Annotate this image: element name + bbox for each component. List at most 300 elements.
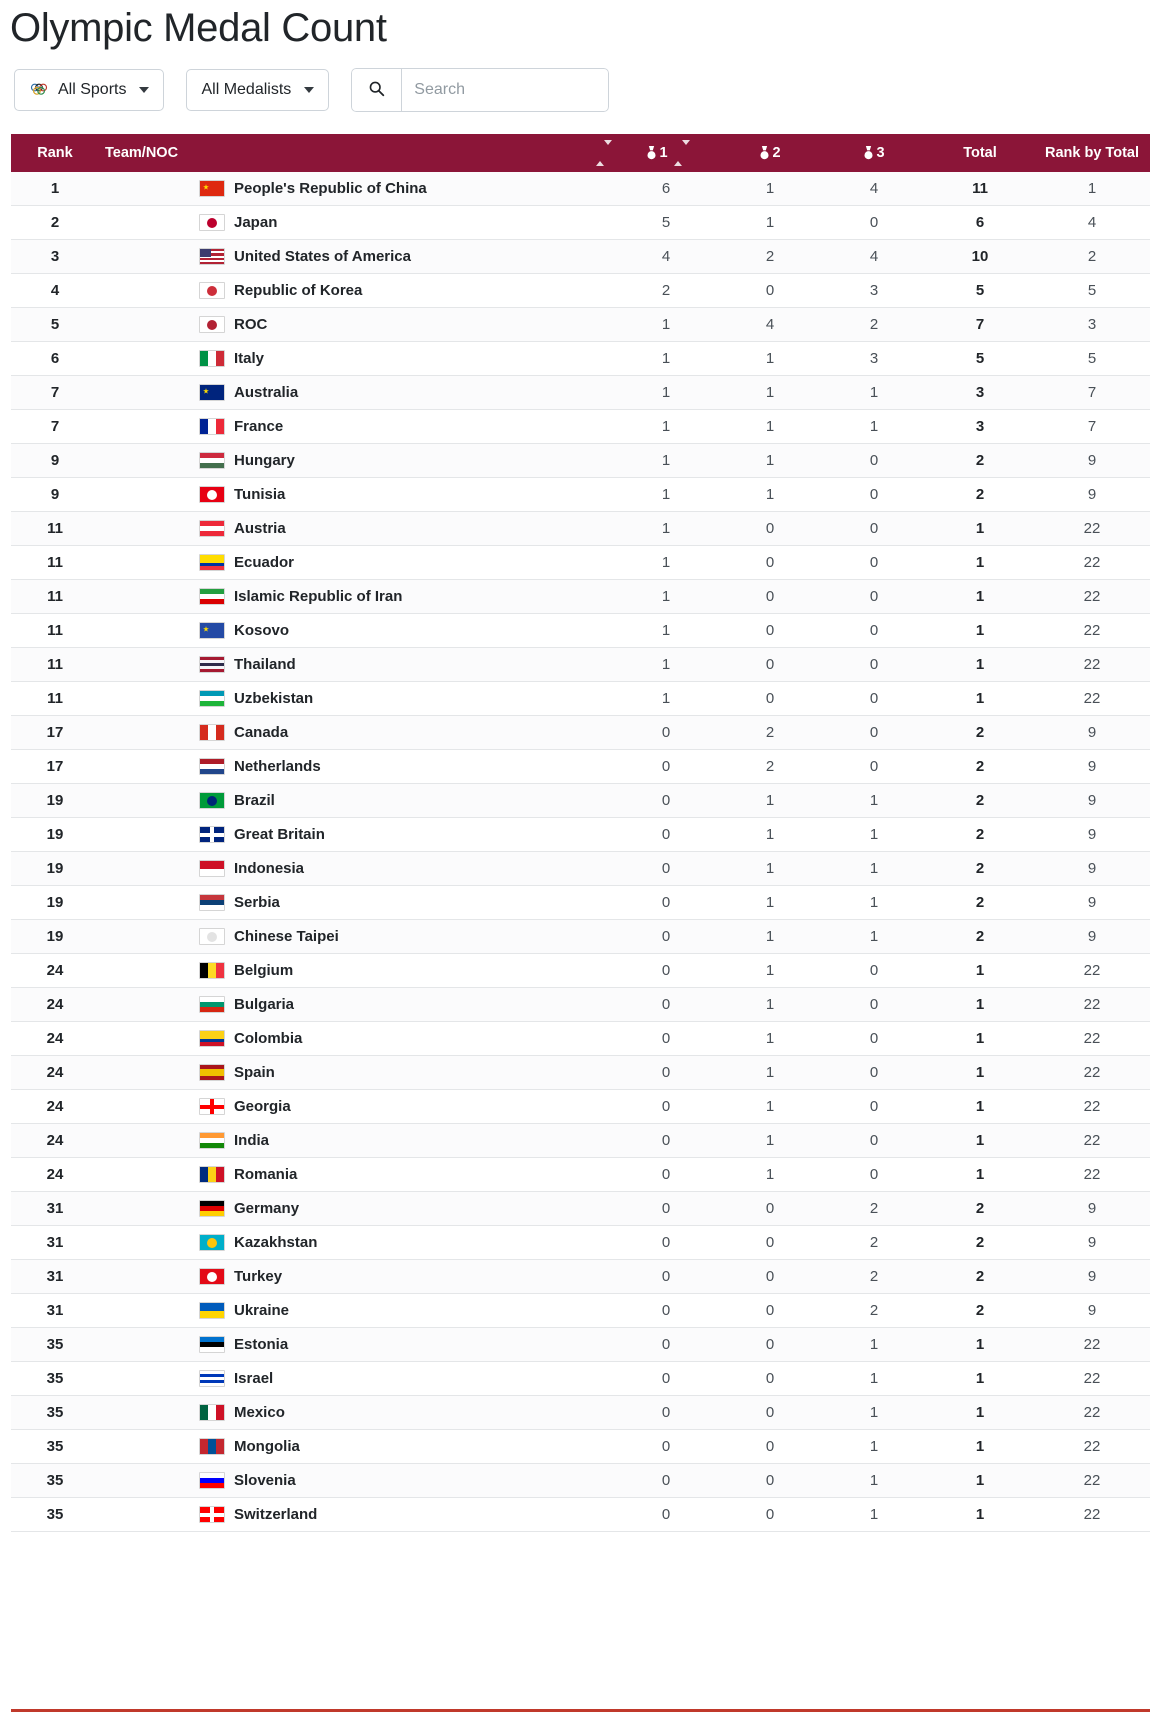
search-input[interactable] [401,68,609,112]
cell-gold: 0 [661,1132,671,1150]
cell-rank-by-total: 22 [1083,1064,1101,1082]
cell-rank: 35 [46,1506,64,1524]
cell-silver: 0 [765,1234,775,1252]
cell-total: 2 [975,724,985,742]
table-row[interactable] [11,1124,1150,1158]
team-name[interactable]: Hungary [234,452,295,470]
cell-rank-by-total: 9 [1087,452,1097,470]
cell-team [99,1124,614,1158]
sports-filter-label: All Sports [58,81,127,98]
cell-team [99,478,614,512]
cell-gold: 5 [661,214,671,232]
table-row[interactable] [11,954,1150,988]
silver-medal-icon [759,146,770,160]
flag-icon [199,1438,225,1455]
table-row[interactable] [11,240,1150,274]
sports-filter-dropdown[interactable] [14,69,164,111]
team-name[interactable]: Slovenia [234,1472,296,1490]
team-name[interactable]: Georgia [234,1098,291,1116]
cell-silver: 1 [765,452,775,470]
team-name[interactable]: Mexico [234,1404,285,1422]
cell-gold: 0 [661,894,671,912]
cell-rank: 7 [50,418,60,436]
cell-silver: 1 [765,1064,775,1082]
cell-team [99,206,614,240]
cell-silver: 0 [765,1370,775,1388]
cell-team [99,274,614,308]
column-header-bronze[interactable] [822,134,926,172]
cell-total: 2 [975,1302,985,1320]
team-name[interactable]: Tunisia [234,486,286,504]
cell-silver: 0 [765,1438,775,1456]
flag-icon [199,248,225,265]
cell-team [99,1260,614,1294]
medalists-filter-dropdown[interactable] [186,69,329,111]
cell-rank: 19 [46,860,64,878]
flag-icon [199,1030,225,1047]
medal-count-page [0,6,1162,1712]
cell-rank-by-total: 9 [1087,486,1097,504]
cell-bronze: 0 [869,758,879,776]
cell-rank-by-total: 22 [1083,1370,1101,1388]
cell-rank-by-total: 22 [1083,656,1101,674]
table-row[interactable] [11,1396,1150,1430]
cell-bronze: 1 [869,1438,879,1456]
cell-total: 1 [975,1098,985,1116]
cell-gold: 1 [661,418,671,436]
table-row[interactable] [11,1260,1150,1294]
bronze-medal-icon [863,146,874,160]
cell-rank-by-total: 9 [1087,928,1097,946]
table-row[interactable] [11,172,1150,206]
table-row[interactable] [11,1430,1150,1464]
cell-rank: 7 [50,384,60,402]
table-row[interactable] [11,206,1150,240]
table-row[interactable] [11,376,1150,410]
team-name[interactable]: Islamic Republic of Iran [234,588,403,606]
cell-total: 2 [975,928,985,946]
team-name[interactable]: Canada [234,724,289,742]
cell-bronze: 4 [869,248,879,266]
cell-silver: 1 [765,1030,775,1048]
cell-rank-by-total: 5 [1087,350,1097,368]
cell-silver: 0 [765,1472,775,1490]
cell-total: 5 [975,282,985,300]
cell-team [99,1430,614,1464]
cell-rank-by-total: 4 [1087,214,1097,232]
table-row[interactable] [11,818,1150,852]
cell-gold: 0 [661,962,671,980]
cell-silver: 1 [765,418,775,436]
cell-team [99,1396,614,1430]
cell-gold: 0 [661,1234,671,1252]
cell-silver: 1 [765,792,775,810]
sort-arrows-icon[interactable] [674,145,686,161]
flag-icon [199,554,225,571]
cell-bronze: 2 [869,316,879,334]
table-row[interactable] [11,1056,1150,1090]
cell-rank-by-total: 2 [1087,248,1097,266]
flag-icon [199,1370,225,1387]
medalists-filter-label: All Medalists [201,81,292,98]
cell-bronze: 0 [869,1166,879,1184]
team-name[interactable]: Ukraine [234,1302,290,1320]
cell-bronze: 3 [869,350,879,368]
team-name[interactable]: Thailand [234,656,296,674]
column-header-bronze-label: 3 [876,145,885,162]
cell-gold: 0 [661,1098,671,1116]
table-row[interactable] [11,1362,1150,1396]
table-row[interactable] [11,1226,1150,1260]
cell-team [99,1022,614,1056]
team-name[interactable]: Serbia [234,894,280,912]
column-header-rank[interactable] [11,134,99,172]
column-header-team-label: Team/NOC [105,145,179,162]
cell-bronze: 0 [869,724,879,742]
team-name[interactable]: Turkey [234,1268,283,1286]
cell-rank-by-total: 9 [1087,826,1097,844]
cell-total: 1 [975,1370,985,1388]
team-name[interactable]: Romania [234,1166,298,1184]
table-row[interactable] [11,1464,1150,1498]
cell-team [99,648,614,682]
cell-rank: 11 [47,690,63,708]
cell-total: 1 [975,1438,985,1456]
table-row[interactable] [11,988,1150,1022]
team-name[interactable]: Japan [234,214,278,232]
cell-team [99,1226,614,1260]
cell-total: 1 [975,588,985,606]
team-name[interactable]: Israel [234,1370,274,1388]
cell-total: 2 [975,1200,985,1218]
page-title: Olympic Medal Count [10,6,387,50]
cell-rank: 31 [46,1200,64,1218]
cell-bronze: 0 [869,996,879,1014]
cell-total: 10 [971,248,989,266]
cell-rank: 11 [47,656,63,674]
table-row[interactable] [11,342,1150,376]
cell-rank: 24 [46,1166,64,1184]
cell-bronze: 2 [869,1302,879,1320]
team-name[interactable]: Australia [234,384,299,402]
cell-total: 1 [975,962,985,980]
flag-icon [199,1166,225,1183]
table-row[interactable] [11,852,1150,886]
column-header-total-label: Total [963,145,997,162]
cell-gold: 1 [661,554,671,572]
table-row[interactable] [11,750,1150,784]
table-row[interactable] [11,1090,1150,1124]
cell-gold: 0 [661,928,671,946]
cell-team [99,240,614,274]
table-row[interactable] [11,444,1150,478]
cell-rank: 17 [46,758,64,776]
cell-rank-by-total: 22 [1083,1472,1101,1490]
cell-rank-by-total: 22 [1083,1404,1101,1422]
cell-rank: 35 [46,1404,64,1422]
cell-team [99,172,614,206]
cell-silver: 0 [765,554,775,572]
cell-rank-by-total: 1 [1087,180,1097,198]
cell-gold: 0 [661,996,671,1014]
cell-rank-by-total: 9 [1087,1268,1097,1286]
table-row[interactable] [11,410,1150,444]
cell-rank-by-total: 9 [1087,1234,1097,1252]
flag-icon [199,860,225,877]
column-header-gold[interactable] [614,134,718,172]
cell-team [99,342,614,376]
cell-bronze: 1 [869,1472,879,1490]
flag-icon [199,758,225,775]
cell-gold: 1 [661,588,671,606]
sort-arrows-icon[interactable] [596,145,608,161]
cell-rank: 3 [50,248,60,266]
cell-rank-by-total: 5 [1087,282,1097,300]
team-name[interactable]: Belgium [234,962,294,980]
team-name[interactable]: Republic of Korea [234,282,363,300]
cell-silver: 1 [765,996,775,1014]
cell-bronze: 0 [869,520,879,538]
column-header-team[interactable] [99,134,614,172]
table-row[interactable] [11,580,1150,614]
cell-rank: 1 [50,180,60,198]
cell-gold: 0 [661,826,671,844]
cell-rank-by-total: 9 [1087,860,1097,878]
team-name[interactable]: Great Britain [234,826,325,844]
team-name[interactable]: Austria [234,520,286,538]
table-row[interactable] [11,648,1150,682]
cell-gold: 1 [661,520,671,538]
cell-gold: 0 [661,1404,671,1422]
cell-silver: 1 [765,214,775,232]
cell-rank-by-total: 7 [1087,418,1097,436]
table-row[interactable] [11,546,1150,580]
chevron-down-icon [304,87,314,93]
cell-total: 3 [975,418,985,436]
cell-total: 1 [975,520,985,538]
cell-rank: 19 [46,894,64,912]
team-name[interactable]: Netherlands [234,758,321,776]
cell-rank: 35 [46,1370,64,1388]
table-row[interactable] [11,716,1150,750]
cell-bronze: 1 [869,860,879,878]
column-header-silver[interactable] [718,134,822,172]
cell-rank: 6 [50,350,60,368]
cell-team [99,512,614,546]
team-name[interactable]: Kosovo [234,622,290,640]
table-row[interactable] [11,682,1150,716]
cell-team [99,886,614,920]
table-row[interactable] [11,784,1150,818]
cell-rank: 24 [46,1098,64,1116]
team-name[interactable]: Uzbekistan [234,690,314,708]
cell-gold: 1 [661,452,671,470]
flag-icon [199,1064,225,1081]
column-header-rank-by-total[interactable] [1034,134,1150,172]
flag-icon [199,282,225,299]
team-name[interactable]: Italy [234,350,265,368]
cell-rank: 24 [46,1132,64,1150]
header-row [11,134,1150,172]
table-row[interactable] [11,1192,1150,1226]
cell-rank: 11 [47,520,63,538]
team-name[interactable]: Colombia [234,1030,303,1048]
cell-gold: 0 [661,860,671,878]
table-row[interactable] [11,1294,1150,1328]
cell-total: 1 [975,1132,985,1150]
cell-silver: 1 [765,1098,775,1116]
cell-silver: 1 [765,180,775,198]
cell-silver: 0 [765,1404,775,1422]
flag-icon [199,622,225,639]
column-header-gold-label: 1 [659,145,668,162]
cell-team [99,682,614,716]
flag-icon [199,1506,225,1523]
table-header [11,134,1150,172]
flag-icon [199,996,225,1013]
cell-rank: 24 [46,962,64,980]
table-row[interactable] [11,274,1150,308]
team-name[interactable]: United States of America [234,248,411,266]
cell-total: 6 [975,214,985,232]
flag-icon [199,486,225,503]
cell-bronze: 2 [869,1234,879,1252]
table-row[interactable] [11,308,1150,342]
cell-gold: 2 [661,282,671,300]
cell-total: 2 [975,758,985,776]
table-row[interactable] [11,1158,1150,1192]
cell-bronze: 0 [869,1098,879,1116]
table-row[interactable] [11,1328,1150,1362]
cell-silver: 1 [765,860,775,878]
table-row[interactable] [11,1022,1150,1056]
cell-silver: 0 [765,282,775,300]
column-header-rank-label: Rank [37,145,73,162]
chevron-down-icon [139,87,149,93]
cell-gold: 0 [661,792,671,810]
cell-gold: 0 [661,758,671,776]
cell-gold: 1 [661,316,671,334]
cell-rank: 24 [46,1064,64,1082]
cell-rank-by-total: 22 [1083,1030,1101,1048]
flag-icon [199,1234,225,1251]
cell-gold: 1 [661,350,671,368]
cell-team [99,1056,614,1090]
team-name[interactable]: Mongolia [234,1438,300,1456]
table-row[interactable] [11,512,1150,546]
team-name[interactable]: Ecuador [234,554,295,572]
cell-rank: 35 [46,1336,64,1354]
cell-silver: 0 [765,520,775,538]
cell-gold: 1 [661,656,671,674]
cell-rank-by-total: 7 [1087,384,1097,402]
cell-gold: 0 [661,724,671,742]
cell-silver: 0 [765,1336,775,1354]
cell-gold: 0 [661,1302,671,1320]
flag-icon [199,1336,225,1353]
cell-team [99,920,614,954]
table-row[interactable] [11,1498,1150,1532]
cell-bronze: 0 [869,486,879,504]
cell-total: 2 [975,1234,985,1252]
cell-rank: 11 [47,588,63,606]
flag-icon [199,452,225,469]
cell-silver: 1 [765,826,775,844]
cell-team [99,410,614,444]
cell-team [99,444,614,478]
cell-team [99,376,614,410]
team-name[interactable]: People's Republic of China [234,180,427,198]
cell-silver: 1 [765,384,775,402]
team-name[interactable]: ROC [234,316,268,334]
table-row[interactable] [11,614,1150,648]
cell-total: 1 [975,622,985,640]
cell-total: 1 [975,690,985,708]
cell-gold: 0 [661,1370,671,1388]
table-row[interactable] [11,886,1150,920]
cell-rank: 2 [50,214,60,232]
team-name[interactable]: Bulgaria [234,996,295,1014]
cell-rank-by-total: 22 [1083,690,1101,708]
cell-bronze: 1 [869,894,879,912]
cell-gold: 1 [661,622,671,640]
team-name[interactable]: Kazakhstan [234,1234,318,1252]
flag-icon [199,1268,225,1285]
cell-bronze: 2 [869,1268,879,1286]
team-name[interactable]: France [234,418,284,436]
team-name[interactable]: Chinese Taipei [234,928,339,946]
team-name[interactable]: Indonesia [234,860,305,878]
cell-total: 1 [975,554,985,572]
flag-icon [199,520,225,537]
search-icon [368,80,385,100]
cell-team [99,1192,614,1226]
search-button[interactable] [351,68,401,112]
cell-silver: 2 [765,248,775,266]
team-name[interactable]: Spain [234,1064,275,1082]
team-name[interactable]: Switzerland [234,1506,318,1524]
cell-bronze: 0 [869,1030,879,1048]
cell-rank-by-total: 9 [1087,792,1097,810]
cell-gold: 0 [661,1438,671,1456]
cell-silver: 0 [765,622,775,640]
cell-rank: 35 [46,1438,64,1456]
flag-icon [199,180,225,197]
cell-bronze: 3 [869,282,879,300]
column-header-total[interactable] [926,134,1034,172]
cell-total: 1 [975,996,985,1014]
table-row[interactable] [11,920,1150,954]
cell-bronze: 0 [869,554,879,572]
team-name[interactable]: Germany [234,1200,300,1218]
flag-icon [199,1200,225,1217]
cell-team [99,546,614,580]
cell-team [99,1294,614,1328]
team-name[interactable]: India [234,1132,270,1150]
team-name[interactable]: Brazil [234,792,275,810]
cell-rank: 19 [46,928,64,946]
table-row[interactable] [11,478,1150,512]
flag-icon [199,1472,225,1489]
cell-total: 2 [975,486,985,504]
cell-silver: 1 [765,1166,775,1184]
team-name[interactable]: Estonia [234,1336,289,1354]
cell-rank-by-total: 22 [1083,588,1101,606]
cell-bronze: 1 [869,418,879,436]
cell-total: 2 [975,452,985,470]
cell-rank: 31 [46,1268,64,1286]
cell-bronze: 0 [869,588,879,606]
